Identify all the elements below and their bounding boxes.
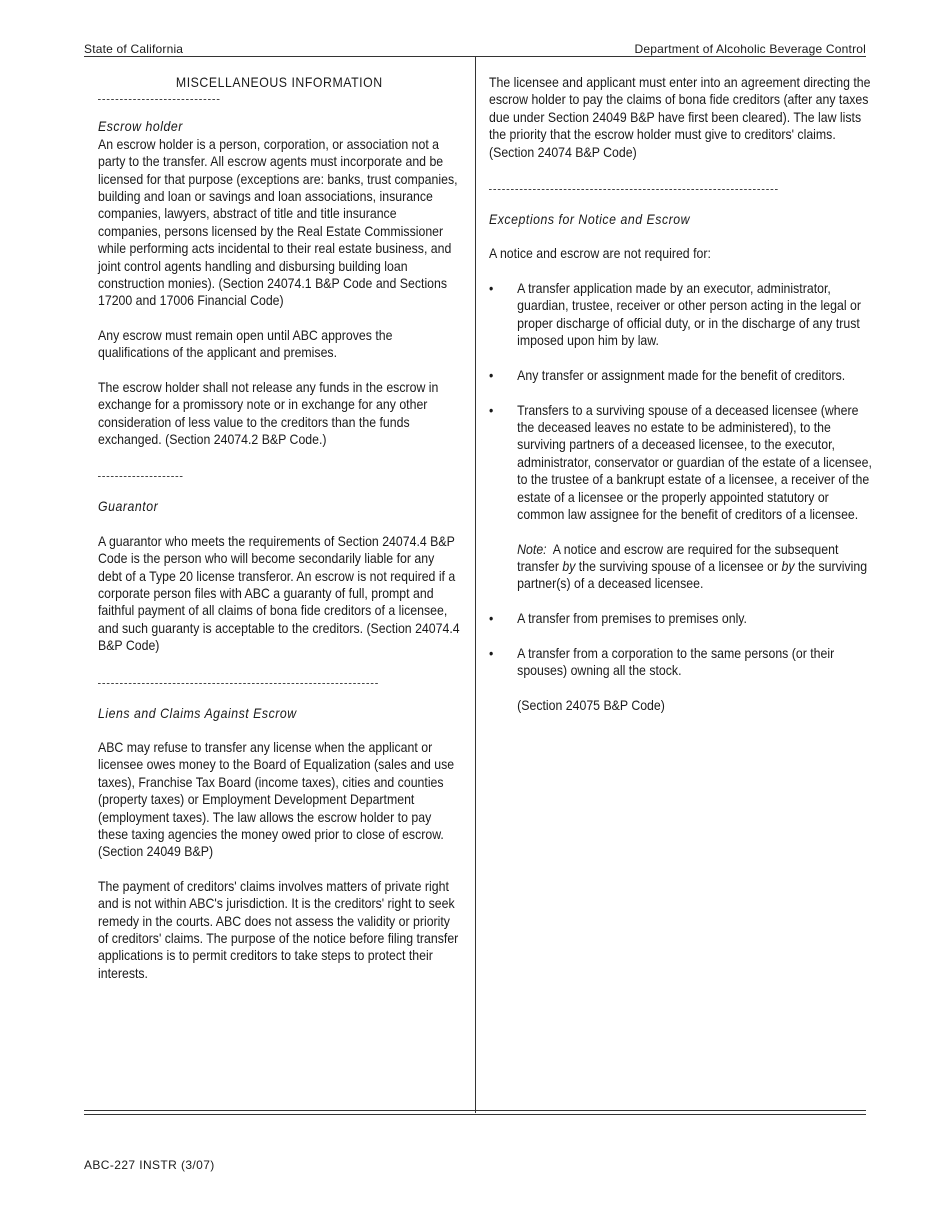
exceptions-heading: Exceptions for Notice and Escrow [489, 211, 691, 228]
note-text-c: the surviving partner(s) of a deceased licensee. [517, 557, 868, 592]
bullet-icon: • [489, 610, 494, 627]
column-divider [475, 56, 476, 1113]
exceptions-lead: A notice and escrow are not required for: [489, 245, 711, 262]
exceptions-list [489, 280, 873, 714]
header-department: Department of Alcoholic Beverage Control [634, 42, 866, 56]
escrow-holder-paragraph-1: An escrow holder is a person, corporation, or association not a party to the transfer. All escrow agents must incorporate and be licensed for that purpose (exceptions are: banks, trust companies, building and loan or savings and loan associations, insurance companies, lawyers, abstract of title and title insurance companies, persons licensed by the Real Estate Commissioner while performing acts incidental to their real estate business, and joint control agents handling and disbursing building loan construction monies). (Section 24074.1 B&P Code and Sections 17200 and 17006 Financial Code) [98, 135, 458, 309]
liens-paragraph-1: ABC may refuse to transfer any license when the applicant or licensee owes money to the Board of Equalization (sales and use taxes), Franchise Tax Board (income taxes), cities and counties (property taxes) or Employment Development Department (employment taxes). The law allows the escrow holder to pay these taxing agencies the money owed prior to close of escrow. (Section 24049 B&P) [98, 738, 455, 860]
list-item-text: A transfer from premises to premises only. [517, 610, 747, 627]
bullet-icon: • [489, 644, 494, 661]
note-text-b: the surviving spouse of a licensee or [578, 557, 779, 574]
bullet-icon: • [489, 401, 494, 418]
list-item [489, 367, 873, 384]
bullet-icon: • [489, 279, 494, 296]
list-item [489, 645, 873, 714]
guarantor-heading: Guarantor [98, 498, 159, 515]
agreement-paragraph: The licensee and applicant must enter into an agreement directing the escrow holder to pay the claims of bona fide creditors (after any taxes due under Section 24049 B&P have first been cleared). The law lists the priority that the escrow holder must give to creditors' claims. (Section 24074 B&P Code) [489, 74, 871, 160]
list-item-text: Transfers to a surviving spouse of a deceased licensee (where the deceased leaves no estate to be administered), to the surviving partners of a deceased licensee, to the executor, administrator, conservator or guardian of the estate of a licensee, to the trustee of a bankrupt estate of a licensee, a receiver of the estate of a licensee or the properly appointed statutory or common law assignee for the benefit of creditors of a licensee. [517, 401, 872, 523]
left-column [98, 74, 461, 982]
liens-heading: Liens and Claims Against Escrow [98, 704, 297, 721]
list-item [489, 280, 873, 350]
note-paragraph [517, 541, 873, 593]
bullet-icon: • [489, 366, 494, 383]
escrow-holder-heading: Escrow holder [98, 118, 183, 135]
header-state: State of California [84, 42, 184, 56]
list-item [489, 402, 873, 593]
guarantor-paragraph: A guarantor who meets the requirements of Section 24074.4 B&P Code is the person who will become secondarily liable for any debt of a Type 20 license transferor. An escrow is not required if a corporate person files with ABC a guaranty of full, prompt and faithful payment of all claims of bona fide creditors of a licensee, and such guaranty is acceptable to the creditors. (Section 24074.4 B&P Code) [98, 532, 460, 654]
escrow-holder-paragraph-3: The escrow holder shall not release any funds in the escrow in exchange for a promissory note or in exchange for any other consideration of less value to the creditors than the funds exchanged. (Section 24074.2 B&P Code.) [98, 378, 439, 447]
list-item-text: Any transfer or assignment made for the benefit of creditors. [517, 366, 846, 383]
note-by-2: by [781, 557, 795, 574]
note-label: Note: [517, 540, 547, 557]
bottom-rule-double [84, 1114, 866, 1115]
escrow-holder-paragraph-2: Any escrow must remain open until ABC approves the qualifications of the applicant and premises. [98, 326, 393, 361]
list-item [489, 610, 873, 627]
bottom-rule [84, 1110, 866, 1111]
section-title: MISCELLANEOUS INFORMATION [175, 74, 383, 90]
liens-paragraph-2: The payment of creditors' claims involves matters of private right and is not within ABC's jurisdiction. It is the creditors' right to seek remedy in the courts. ABC does not assess the validity or priority of creditors' claims. The purpose of the notice before filing transfer applications is to permit creditors to take steps to protect their interests. [98, 877, 459, 981]
list-item-text: A transfer application made by an executor, administrator, guardian, trustee, receiver or other person acting in the legal or proper discharge of official duty, or in the discharge of any trust imposed upon him by law. [517, 279, 861, 349]
form-number: ABC-227 INSTR (3/07) [84, 1158, 215, 1172]
note-by-1: by [562, 557, 576, 574]
note-text-a: A notice and escrow are required for the subsequent transfer [517, 540, 839, 574]
list-item-text: A transfer from a corporation to the same persons (or their spouses) owning all the stock. [517, 644, 835, 679]
right-column [489, 74, 873, 732]
exceptions-citation: (Section 24075 B&P Code) [517, 696, 665, 713]
